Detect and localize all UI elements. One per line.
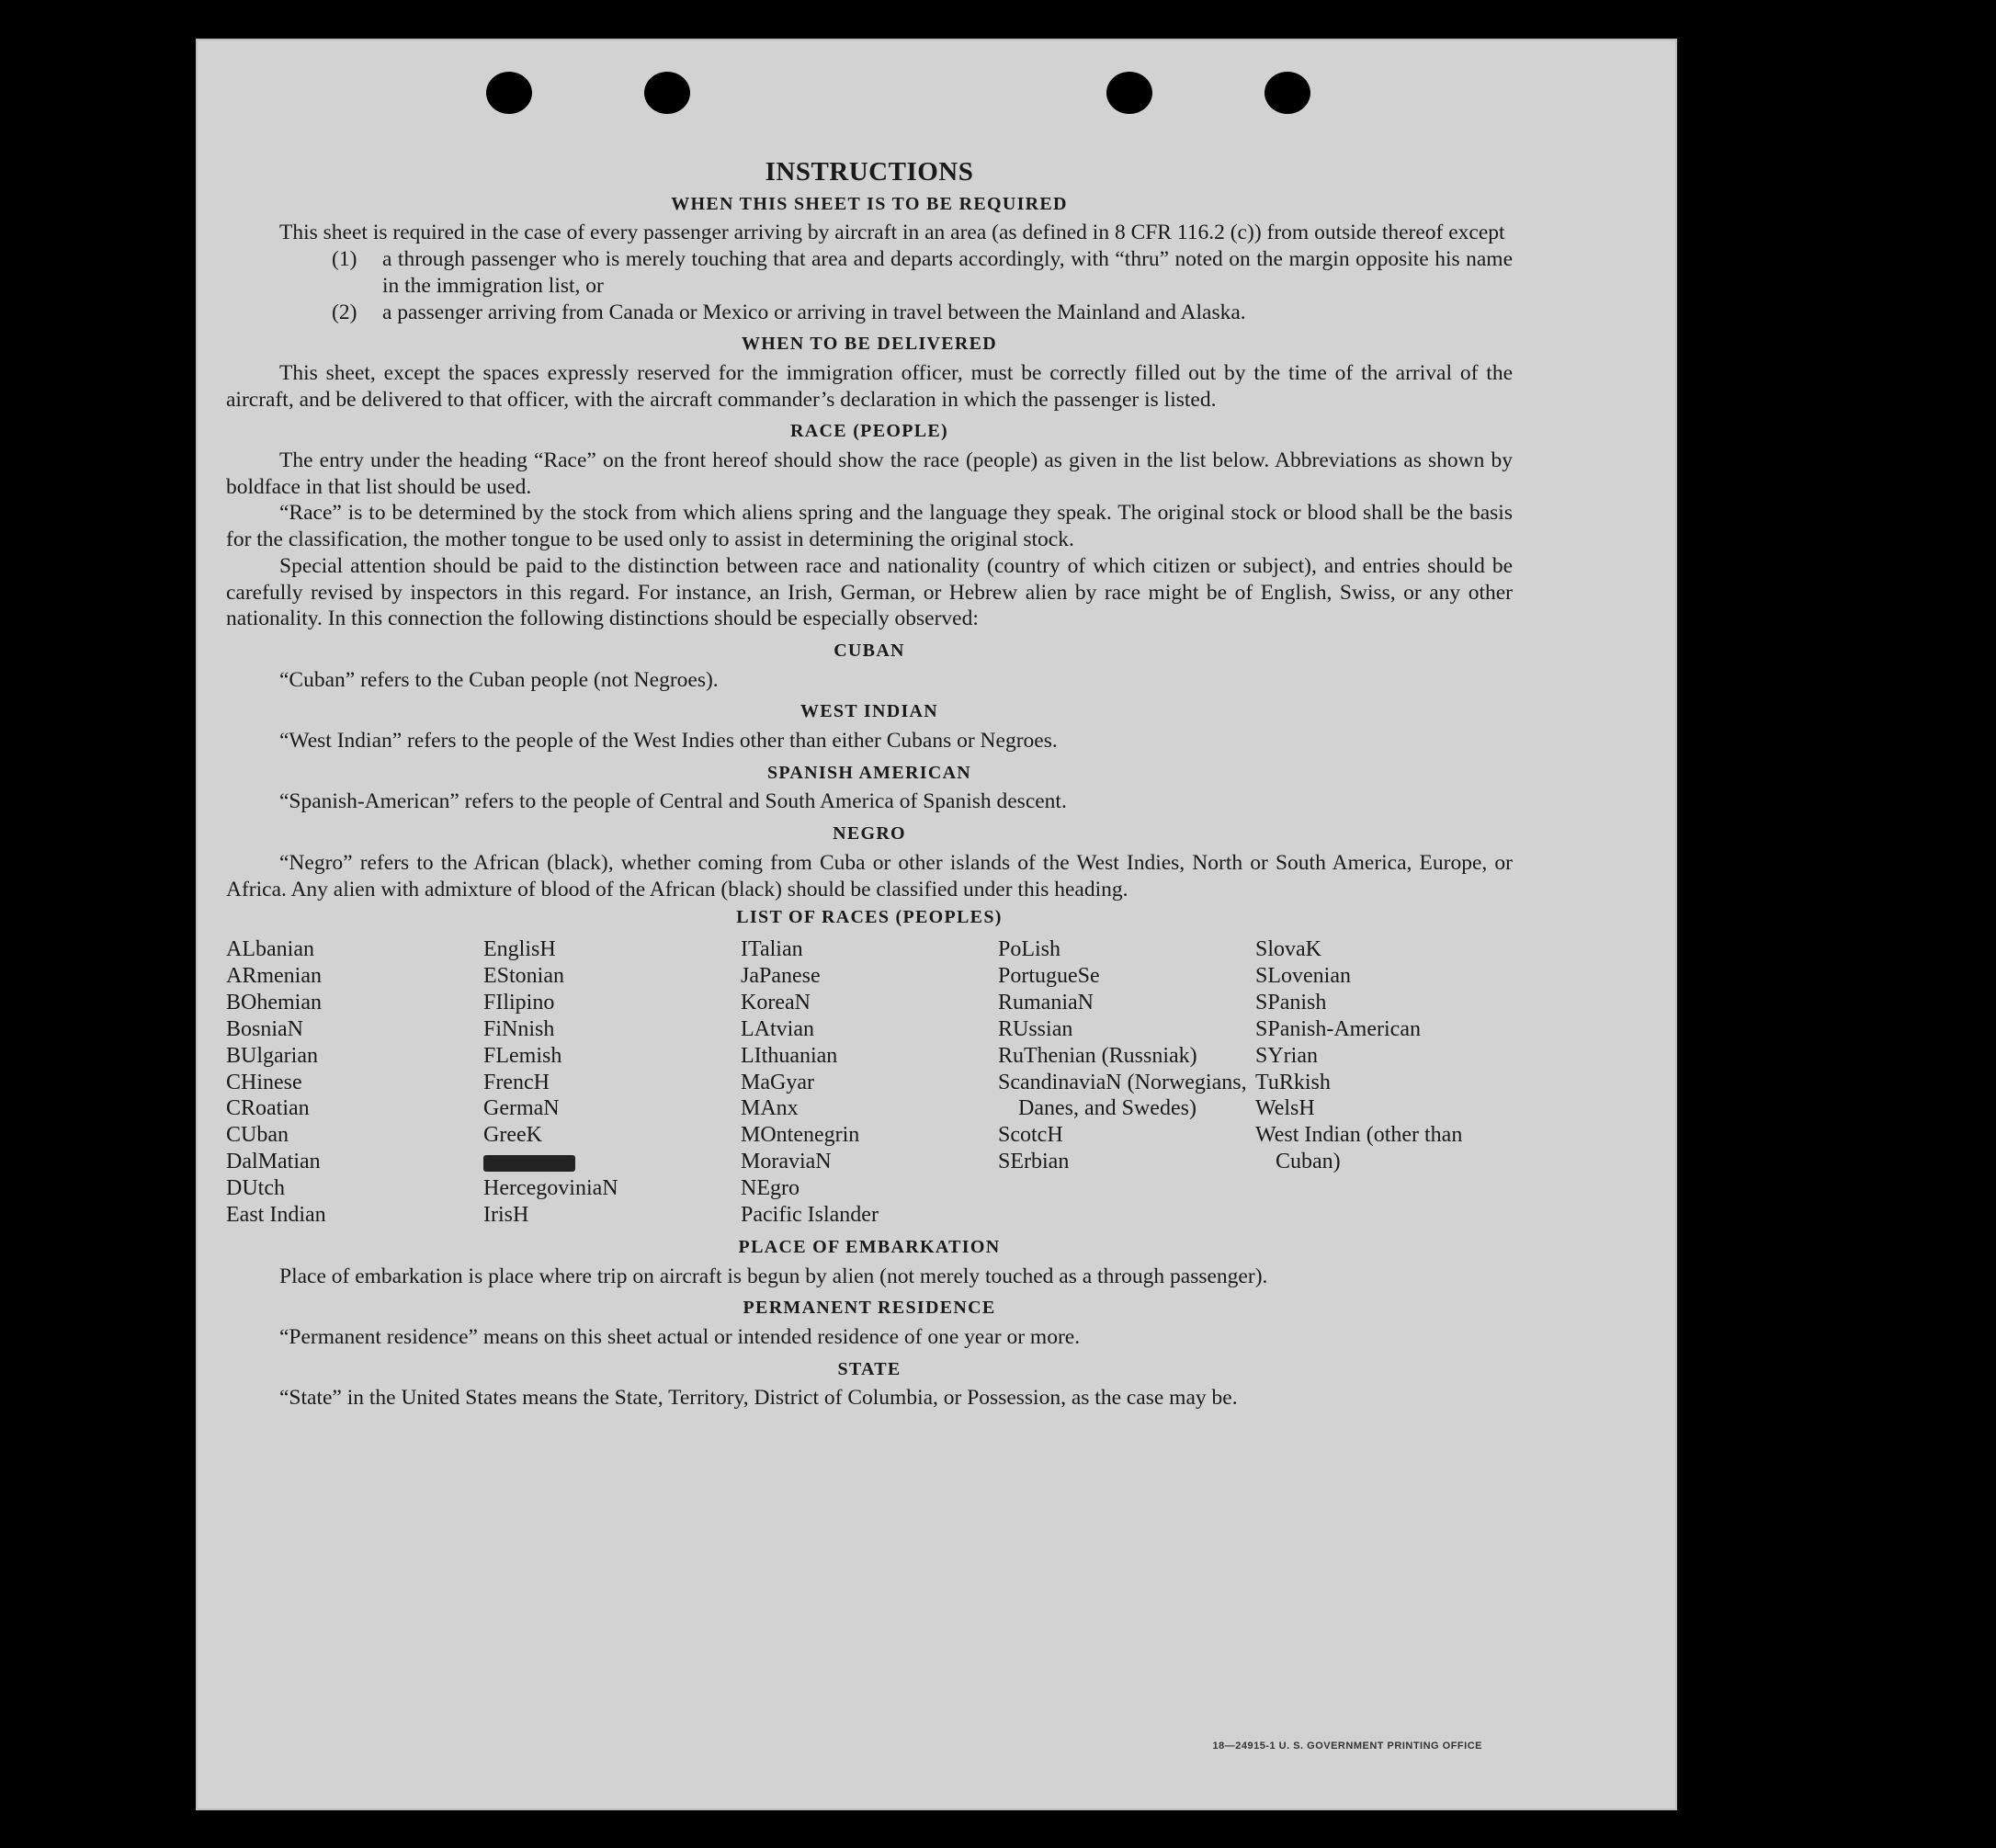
race-item: SlovaK: [1255, 936, 1321, 961]
heading-state: STATE: [837, 1358, 902, 1379]
heading-permanent-residence: PERMANENT RESIDENCE: [743, 1298, 996, 1319]
race-item: BosniaN: [226, 1016, 303, 1041]
race-item: LAtvian: [741, 1016, 814, 1041]
spanish-american-text: “Spanish-American” refers to the people of Central and South America of Spanish descent.: [279, 789, 1067, 814]
heading-required: WHEN THIS SHEET IS TO BE REQUIRED: [671, 193, 1068, 214]
race-item: EnglisH: [483, 936, 556, 961]
item-text: a through passenger who is merely touching that area and departs accordingly, with “thru” noted on the margin opposite his name in the immigration list, or: [382, 247, 1513, 298]
punch-hole: [1265, 72, 1310, 114]
punch-hole: [1106, 72, 1152, 114]
race-item: West Indian (other than Cuban): [1255, 1123, 1463, 1174]
races-column-1: [226, 936, 483, 1229]
item-text: a passenger arriving from Canada or Mexico or arriving in travel between the Mainland and Alaska.: [382, 300, 1246, 324]
exception-item-1: [332, 246, 1513, 299]
race-item: MoraviaN: [741, 1150, 832, 1174]
state-text: “State” in the United States means the State, Territory, District of Columbia, or Possession, as the case may be.: [279, 1386, 1238, 1411]
race-item: GreeK: [483, 1123, 542, 1148]
race-item: CRoatian: [226, 1096, 310, 1121]
instructions-content: [226, 159, 1513, 1412]
race-item: ScandinaviaN (Norwegians, Danes, and Swedes): [998, 1070, 1247, 1121]
races-list: [226, 936, 1513, 1229]
race-item: TuRkish: [1255, 1070, 1331, 1094]
race-item: SYrian: [1255, 1043, 1318, 1068]
race-item: FIlipino: [483, 990, 555, 1015]
redaction-mark: [483, 1155, 575, 1172]
race-item: DalMatian: [226, 1150, 321, 1174]
race-item: WelsH: [1255, 1096, 1315, 1121]
races-column-5: [1255, 936, 1513, 1229]
race-item: GermaN: [483, 1096, 560, 1121]
race-item: ITalian: [741, 936, 803, 961]
race-item: ALbanian: [226, 936, 314, 961]
race-paragraph-3: Special attention should be paid to the distinction between race and nationality (country of which citizen or subject), and entries should be carefully revised by inspectors in this regard. For instance, an Irish, German, or Hebrew alien by race might be of English, Swiss, or any other nationality. In this connection the following distinctions should be especially observed:: [226, 553, 1513, 631]
race-item: ScotcH: [998, 1123, 1063, 1148]
race-item: FrencH: [483, 1070, 550, 1094]
print-code: 18—24915-1 U. S. GOVERNMENT PRINTING OFFICE: [1212, 1740, 1482, 1752]
race-item: EStonian: [483, 963, 564, 988]
races-column-3: [741, 936, 998, 1229]
race-item: BUlgarian: [226, 1043, 318, 1068]
heading-list-of-races: LIST OF RACES (PEOPLES): [736, 907, 1003, 928]
race-item: IrisH: [483, 1203, 529, 1228]
embarkation-text: Place of embarkation is place where trip on aircraft is begun by alien (not merely touched as a through passenger).: [279, 1264, 1268, 1288]
heading-negro: NEGRO: [833, 823, 906, 845]
redacted-race-item: [483, 1149, 741, 1175]
heading-race: RACE (PEOPLE): [790, 421, 948, 442]
west-indian-text: “West Indian” refers to the people of the West Indies other than either Cubans or Negroes.: [279, 729, 1058, 754]
race-item: FiNnish: [483, 1016, 555, 1041]
document-page: [196, 39, 1677, 1810]
race-item: LIthuanian: [741, 1043, 838, 1068]
page-title: INSTRUCTIONS: [765, 157, 974, 187]
race-item: BOhemian: [226, 990, 322, 1015]
race-item: CUban: [226, 1123, 289, 1148]
race-item: DUtch: [226, 1176, 285, 1201]
race-item: RuThenian (Russniak): [998, 1043, 1197, 1068]
race-item: SPanish-American: [1255, 1016, 1421, 1041]
race-item: MAnx: [741, 1096, 799, 1121]
delivered-text: This sheet, except the spaces expressly reserved for the immigration officer, must be correctly filled out by the time of the arrival of the aircraft, and be delivered to that officer, with the aircraft commander’s declaration in which the passenger is listed.: [226, 360, 1513, 412]
race-paragraph-1: The entry under the heading “Race” on the front hereof should show the race (people) as given in the list below. Abbreviations as shown by boldface in that list should be used.: [226, 448, 1513, 499]
heading-spanish-american: SPANISH AMERICAN: [766, 762, 972, 783]
race-item: RumaniaN: [998, 990, 1094, 1015]
heading-delivered: WHEN TO BE DELIVERED: [741, 334, 998, 355]
race-paragraph-2: “Race” is to be determined by the stock from which aliens spring and the language they speak. The original stock or blood shall be the basis for the classification, the mother tongue to be used only to assist in determining the original stock.: [226, 501, 1513, 552]
race-item: East Indian: [226, 1203, 326, 1228]
punch-hole: [644, 72, 690, 114]
race-item: SLovenian: [1255, 963, 1351, 988]
races-column-4: [998, 936, 1255, 1229]
races-column-2: [483, 936, 741, 1229]
item-number: (2): [332, 300, 357, 324]
race-item: PortugueSe: [998, 963, 1100, 988]
race-item: CHinese: [226, 1070, 302, 1094]
race-item: JaPanese: [741, 963, 821, 988]
race-item: SErbian: [998, 1150, 1070, 1174]
heading-west-indian: WEST INDIAN: [800, 701, 939, 722]
race-item: FLemish: [483, 1043, 562, 1068]
exception-item-2: [332, 300, 1513, 326]
item-number: (1): [332, 247, 357, 272]
race-item: MOntenegrin: [741, 1123, 860, 1148]
race-item: NEgro: [741, 1176, 800, 1201]
permanent-residence-text: “Permanent residence” means on this sheet actual or intended residence of one year or more.: [279, 1325, 1081, 1350]
punch-hole: [486, 72, 532, 114]
race-item: KoreaN: [741, 990, 811, 1015]
race-item: MaGyar: [741, 1070, 814, 1094]
race-item: SPanish: [1255, 990, 1327, 1015]
race-item: PoLish: [998, 936, 1061, 961]
heading-cuban: CUBAN: [834, 640, 905, 661]
heading-embarkation: PLACE OF EMBARKATION: [738, 1236, 1001, 1257]
race-item: Pacific Islander: [741, 1203, 879, 1228]
required-text: This sheet is required in the case of every passenger arriving by aircraft in an area (as defined in 8 CFR 116.2 (c)) from outside thereof except: [279, 221, 1505, 245]
race-item: HercegoviniaN: [483, 1176, 618, 1201]
negro-text: “Negro” refers to the African (black), whether coming from Cuba or other islands of the West Indies, North or South America, Europe, or Africa. Any alien with admixture of blood of the African (black) should be classified under this heading.: [226, 850, 1513, 901]
race-item: ARmenian: [226, 963, 322, 988]
race-item: RUssian: [998, 1016, 1073, 1041]
cuban-text: “Cuban” refers to the Cuban people (not Negroes).: [279, 667, 719, 692]
